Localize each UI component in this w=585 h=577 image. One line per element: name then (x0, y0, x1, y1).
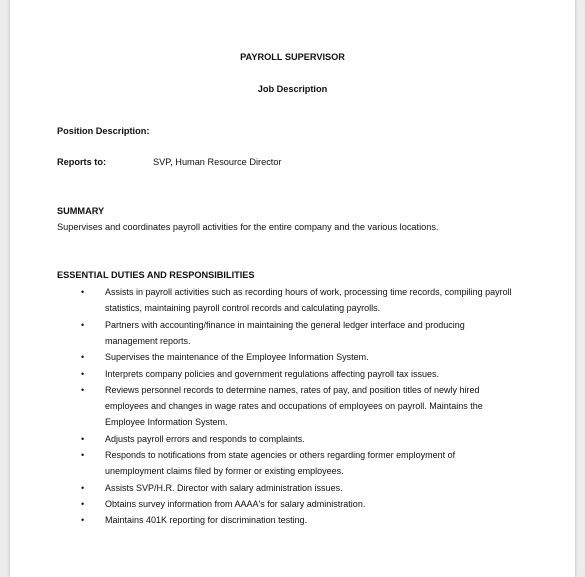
document-title: PAYROLL SUPERVISOR (240, 52, 345, 62)
duty-item-line: Obtains survey information from AAAA's for salary administration. (105, 498, 366, 509)
duty-item-line: Supervises the maintenance of the Employee Information System. (105, 352, 369, 363)
bullet-icon: • (81, 515, 85, 526)
duty-item-line: Interprets company policies and government regulations affecting payroll tax issues. (105, 368, 440, 379)
bullet-icon: • (81, 368, 85, 379)
reports-to-value: SVP, Human Resource Director (153, 157, 282, 167)
bullet-icon: • (81, 352, 85, 363)
duty-item-line: statistics, maintaining payroll control records and calculating payrolls. (105, 303, 381, 314)
duties-heading: ESSENTIAL DUTIES AND RESPONSIBILITIES (57, 270, 255, 280)
bullet-icon: • (81, 450, 85, 460)
duty-item-line: Employee Information System. (105, 417, 228, 428)
reports-to-label: Reports to: (57, 157, 106, 167)
bullet-icon: • (81, 498, 85, 509)
duty-item-line: Reviews personnel records to determine names, rates of pay, and position titles of newly hired (105, 384, 480, 395)
duty-item-line: Adjusts payroll errors and responds to complaints. (105, 433, 305, 444)
summary-heading: SUMMARY (57, 206, 105, 216)
duty-item-line: Assists SVP/H.R. Director with salary administration issues. (105, 482, 343, 493)
duty-item-line: Responds to notifications from state agencies or others regarding former employment of (105, 450, 456, 460)
bullet-icon: • (81, 433, 85, 444)
bullet-icon: • (81, 287, 85, 297)
bullet-icon: • (81, 482, 85, 493)
duty-item-line: unemployment claims filed by former or existing employees. (105, 466, 344, 477)
duty-item-line: Assists in payroll activities such as recording hours of work, processing time records, compiling payroll (105, 287, 512, 297)
duty-item-line: Partners with accounting/finance in maintaining the general ledger interface and producing (105, 319, 465, 330)
position-description-label: Position Description: (57, 126, 150, 136)
summary-text: Supervises and coordinates payroll activities for the entire company and the various locations. (57, 222, 439, 232)
document-page (10, 0, 575, 577)
duty-item-line: employees and changes in wage rates and occupations of employees on payroll. Maintains the (105, 401, 483, 412)
document-subtitle: Job Description (257, 84, 328, 94)
duty-item-line: management reports. (105, 335, 191, 346)
duty-item-line: Maintains 401K reporting for discrimination testing. (105, 515, 308, 526)
bullet-icon: • (81, 319, 85, 330)
bullet-icon: • (81, 384, 85, 395)
